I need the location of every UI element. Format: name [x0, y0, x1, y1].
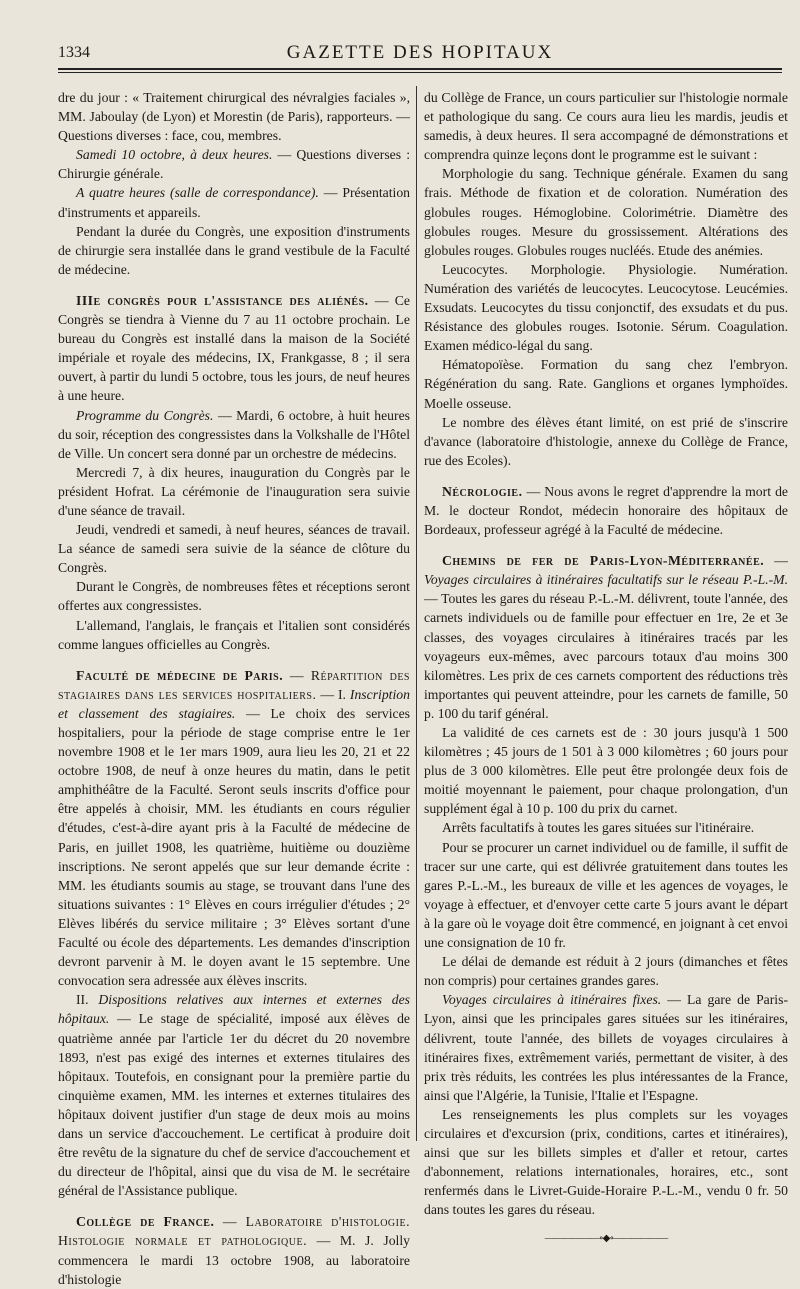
section-plm [424, 551, 788, 723]
paragraph-text: — Le stage de spécialité, imposé aux élèves de quatrième année par l'article 1er du décret du 20 novembre 1893, n'est pas exigé des internes et externes titulaires des hôpitaux. Toutefois, en consignant pour la première partie du cinquième examen, MM. les internes et externes titulaires des hôpitaux doivent justifier d'un stage de deux mois au moins dans un service d'accouchement. Le certificat à produire doit être revêtu de la signature du chef de service d'accouchement et du directeur de l'hôpital, ainsi que du visa de M. le secrétaire général de l'Assistance publique. [58, 1011, 410, 1199]
paragraph: Hématopoïèse. Formation du sang chez l'embryon. Régénération du sang. Rate. Ganglions et organes lymphoïdes. Moelle osseuse. [424, 357, 788, 411]
paragraph: La validité de ces carnets est de : 30 jours jusqu'à 1 500 kilomètres ; 45 jours de 1 501 à 3 000 kilomètres ; 60 jours pour plus de 3 000 kilomètres. Elle peut être prolongée deux fois de moitié moyennant le paiement, pour chaque prolongation, d'un supplément égal à 10 p. 100 du prix du carnet. [424, 725, 788, 817]
journal-title: GAZETTE DES HOPITAUX [286, 42, 554, 63]
date-label: Samedi 10 octobre, à deux heures. [76, 147, 273, 163]
paragraph-text: — Nous avons le regret d'apprendre la mort de M. le docteur Rondot, médecin honoraire des hôpitaux de Bordeaux, professeur agrégé à la Faculté de médecine. [424, 483, 788, 538]
paragraph-text: — Le choix des services hospitaliers, pour la période de stage comprise entre le 1er novembre 1908 et le 1er mars 1909, aura lieu les 20, 21 et 22 octobre 1908, de neuf à onze heures du matin, dans le petit amphithéâtre de la Faculté. Seront seuls inscrits d'office pour être appelés à choisir, MM. les étudiants en cours régulier d'études, c'est-à-dire ayant pris à la Faculté de médecine de Paris, en juillet 1908, les quatrième, huitième ou douzième inscriptions. Ne seront appelés que sur leur demande écrite : MM. les étudiants soumis au stage, se trouvant dans l'une des situations suivantes : 1° Elèves en cours irrégulier d'études ; 2° Elèves libérés du service militaire ; 3° Elèves sortant d'une Faculté ou école des départements. Les demandes d'inscription devront parvenir à M. le doyen avant le 15 septembre. Une convocation sera adressée aux élèves inscrits. [58, 705, 410, 989]
paragraph: Mercredi 7, à dix heures, inauguration du Congrès par le président Hofrat. La cérémonie de l'inauguration sera suivie d'une séance de travail. [58, 464, 410, 518]
paragraph-text: — La gare de Paris-Lyon, ainsi que les principales gares situées sur les itinéraires, délivrent, toute l'année, des billets de voyages circulaires à itinéraires fixes, extrêmement variés, permettant de visiter, à des prix très réduits, les contrées les plus intéressantes de la France, ainsi que l'Algérie, la Tunisie, l'Italie et l'Espagne. [424, 992, 788, 1103]
section-heading: Faculté de médecine de Paris. [76, 667, 284, 683]
header-rule-thin [58, 72, 782, 73]
left-column [58, 88, 410, 1289]
end-ornament: ——————∘◆∘—————— [544, 1233, 668, 1245]
section-faculte [58, 666, 410, 991]
subsection-label: Dispositions relatives aux internes et externes des hôpitaux. [58, 992, 410, 1027]
paragraph: Durant le Congrès, de nombreuses fêtes et réceptions seront offertes aux congressistes. [58, 579, 410, 614]
section-heading: Nécrologie. [442, 483, 523, 499]
time-label: A quatre heures (salle de correspondance). [76, 185, 319, 201]
paragraph [58, 990, 410, 1200]
paragraph: Morphologie du sang. Technique générale. Examen du sang frais. Méthode de fixation et de coloration. Numération des globules rouges. Hémoglobine. Colorimétrie. Diamètre des globules rouges. Mesure du grossissement. Altérations des globules rouges. Globules rouges nucléés. Etude des anémies. [424, 166, 788, 258]
paragraph-text: — Ce Congrès se tiendra à Vienne du 7 au 11 octobre prochain. Le bureau du Congrès est installé dans la maison de la Société impériale et royale des médecins, IX, Frankgasse, 8 ; il sera ouvert, à partir du lundi 5 octobre, tous les jours, de neuf heures à une heure. [58, 292, 410, 404]
paragraph [58, 145, 410, 183]
section-heading: Chemins de fer de Paris-Lyon-Méditerranée. [442, 553, 765, 569]
paragraph: Les renseignements les plus complets sur les voyages circulaires et d'excursion (prix, conditions, cartes et itinéraires), ainsi que sur les billets simples et d'aller et retour, cartes d'abonnement, relations internationales, horaires, etc., sont renfermés dans le Livret-Guide-Horaire P.-L.-M., vendu 0 fr. 50 dans toutes les gares du réseau. [424, 1106, 788, 1218]
paragraph-text: — Mardi, 6 octobre, à huit heures du soir, réception des congressistes dans la Volkshalle de l'Hôtel de Ville. Un concert sera donné par un orchestre de médecins. [58, 407, 410, 461]
paragraph [424, 990, 788, 1105]
section-aliene [58, 291, 410, 406]
section-college [58, 1212, 410, 1288]
paragraph-text: — I. [316, 686, 350, 702]
paragraph: L'allemand, l'anglais, le français et l'italien sont considérés comme langues officielles au Congrès. [58, 617, 410, 652]
section-heading: Collège de France. [76, 1214, 215, 1230]
paragraph [58, 406, 410, 463]
page-number: 1334 [58, 44, 90, 61]
section-subheading: Voyages circulaires à itinéraires facultatifs sur le réseau P.-L.-M. [424, 572, 788, 588]
paragraph: dre du jour : « Traitement chirurgical des névralgies faciales », MM. Jaboulay (de Lyon) et Morestin (de Paris), rapporteurs. — Questions diverses : face, cou, membres. [58, 90, 410, 144]
right-column [424, 88, 788, 1249]
paragraph: Jeudi, vendredi et samedi, à neuf heures, séances de travail. La séance de samedi sera suivie de la séance de clôture du Congrès. [58, 522, 410, 576]
paragraph-text: — Présentation d'instruments et appareils. [58, 185, 411, 220]
section-subheading: — Répartition des stagiaires dans les services hospitaliers. [58, 667, 410, 702]
subsection-label: Voyages circulaires à itinéraires fixes. [442, 992, 662, 1008]
paragraph: du Collège de France, un cours particulier sur l'histologie normale et pathologique du sang. Ce cours aura lieu les mardis, jeudis et samedis, à deux heures. Il sera accompagné de démonstrations et comprendra quinze leçons dont le programme est le suivant : [424, 90, 788, 163]
column-divider [416, 86, 417, 1141]
paragraph: Pour se procurer un carnet individuel ou de famille, il suffit de tracer sur une carte, qui est délivrée gratuitement dans toutes les gares P.-L.-M., les bureaux de ville et les agences de voyages, le voyage à effectuer, et d'envoyer cette carte 5 jours avant le départ à la gare où le voyage doit être commencé, en joignant à cet envoi une consignation de 10 fr. [424, 839, 788, 951]
page-header [58, 40, 782, 70]
paragraph: Pendant la durée du Congrès, une exposition d'instruments de chirurgie sera installée dans le grand vestibule de la Faculté de médecine. [58, 223, 410, 277]
section-heading: IIIe congrès pour l'assistance des aliénés. [76, 292, 369, 308]
section-subheading: — Laboratoire d'histologie. Histologie normale et pathologique. [58, 1214, 410, 1249]
paragraph-text: — [764, 553, 788, 569]
paragraph-text: — Toutes les gares du réseau P.-L.-M. délivrent, toute l'année, des carnets individuels ou de famille pour effectuer en 1re, 2e et 3e classes, des voyages circulaires à itinéraires tracés par les voyageurs eux-mêmes, avec parcours totaux d'au moins 300 kilomètres. Les prix de ces carnets comportent des réductions très importantes qui peuvent atteindre, pour les carnets de famille, 50 p. 100 du tarif général. [424, 591, 788, 721]
paragraph-text: — M. J. Jolly commencera le mardi 13 octobre 1908, au laboratoire d'histologie [58, 1233, 410, 1287]
paragraph: Arrêts facultatifs à toutes les gares situées sur l'itinéraire. [442, 820, 755, 836]
paragraph: Le nombre des élèves étant limité, on est prié de s'inscrire d'avance (laboratoire d'histologie, annexe du Collège de France, rue des Ecoles). [424, 414, 788, 468]
subsection-label: Inscription et classement des stagiaires. [58, 686, 410, 721]
paragraph: Le délai de demande est réduit à 2 jours (dimanches et fêtes non compris) pour certaines grandes gares. [424, 954, 788, 989]
paragraph-text: II. [76, 992, 99, 1008]
program-label: Programme du Congrès. [76, 407, 214, 423]
paragraph [58, 183, 410, 221]
paragraph: Leucocytes. Morphologie. Physiologie. Numération. Numération des variétés de leucocytes. Leucocytose. Leucémies. Exsudats. Leucocytes du tissu conjonctif, des exsudats et du pus. Résistance des globules rouges. Isotonie. Sérum. Coagulation. Examen médico-légal du sang. [424, 261, 788, 354]
header-rule-thick [58, 68, 782, 70]
section-necrologie [424, 482, 788, 539]
paragraph-text: — Questions diverses : Chirurgie générale. [58, 147, 411, 182]
